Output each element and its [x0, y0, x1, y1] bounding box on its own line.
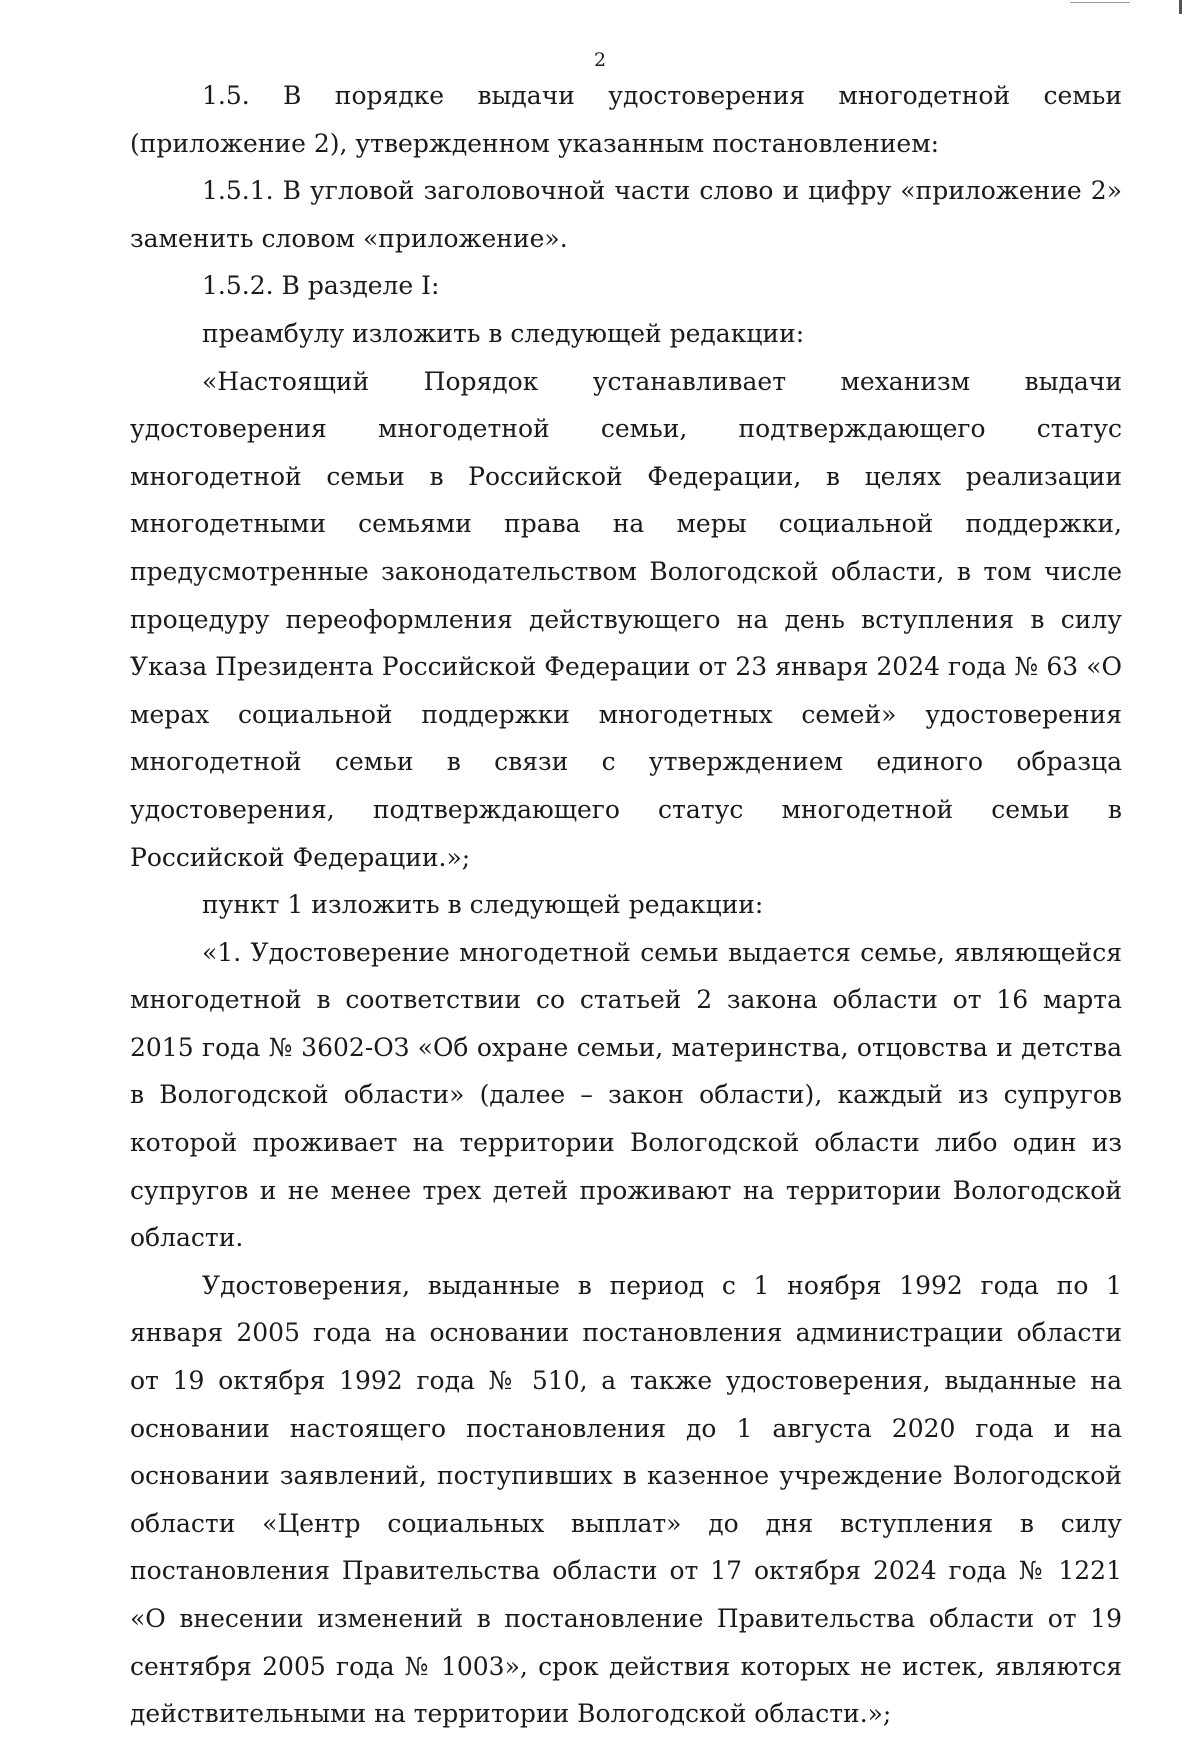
- paragraph-preamble-text: «Настоящий Порядок устанавливает механизм выдачи удостоверения многодетной семьи, подтверждающего статус многодетной семьи в Российской Федерации, в целях реализации многодетными семьями права на меры социальной поддержки, предусмотренные законодательством Вологодской области, в том числе процедуру переоформления действующего на день вступления в силу Указа Президента Российской Федерации от 23 января 2024 года № 63 «О мерах социальной поддержки многодетных семей» удостоверения многодетной семьи в связи с утверждением единого образца удостоверения, подтверждающего статус многодетной семьи в Российской Федерации.»;: [130, 366, 1122, 872]
- paragraph-point-1-text: «1. Удостоверение многодетной семьи выдается семье, являющейся многодетной в соответствии со статьей 2 закона области от 16 марта 2015 года № 3602-ОЗ «Об охране семьи, материнства, отцовства и детства в Вологодской области» (далее – закон области), каждый из супругов которой проживает на территории Вологодской области либо один из супругов и не менее трех детей проживают на территории Вологодской области.: [130, 937, 1122, 1253]
- page-number: 2: [593, 49, 607, 71]
- document-body: [130, 72, 1122, 1738]
- paragraph-certificates-validity: Удостоверения, выданные в период с 1 ноября 1992 года по 1 января 2005 года на основании постановления администрации области от 19 октября 1992 года № 510, а также удостоверения, выданные на основании настоящего постановления до 1 августа 2020 года и на основании заявлений, поступивших в казенное учреждение Вологодской области «Центр социальных выплат» до дня вступления в силу постановления Правительства области от 17 октября 2024 года № 1221 «О внесении изменений в постановление Правительства области от 19 сентября 2005 года № 1003», срок действия которых не истек, являются действительными на территории Вологодской области.»;: [130, 1270, 1122, 1729]
- paragraph-preamble-intro: преамбулу изложить в следующей редакции:: [202, 318, 805, 348]
- paragraph-1-5-1: 1.5.1. В угловой заголовочной части слово и цифру «приложение 2» заменить словом «приложение».: [130, 176, 1122, 253]
- scan-edge-mark: [1070, 2, 1130, 3]
- paragraph-1-5-2: 1.5.2. В разделе I:: [202, 271, 440, 301]
- paragraph-1-5: 1.5. В порядке выдачи удостоверения многодетной семьи (приложение 2), утвержденном указанным постановлением:: [130, 81, 1122, 158]
- paragraph-point-1-intro: пункт 1 изложить в следующей редакции:: [202, 890, 764, 920]
- scan-corner-mark: [1179, 0, 1182, 14]
